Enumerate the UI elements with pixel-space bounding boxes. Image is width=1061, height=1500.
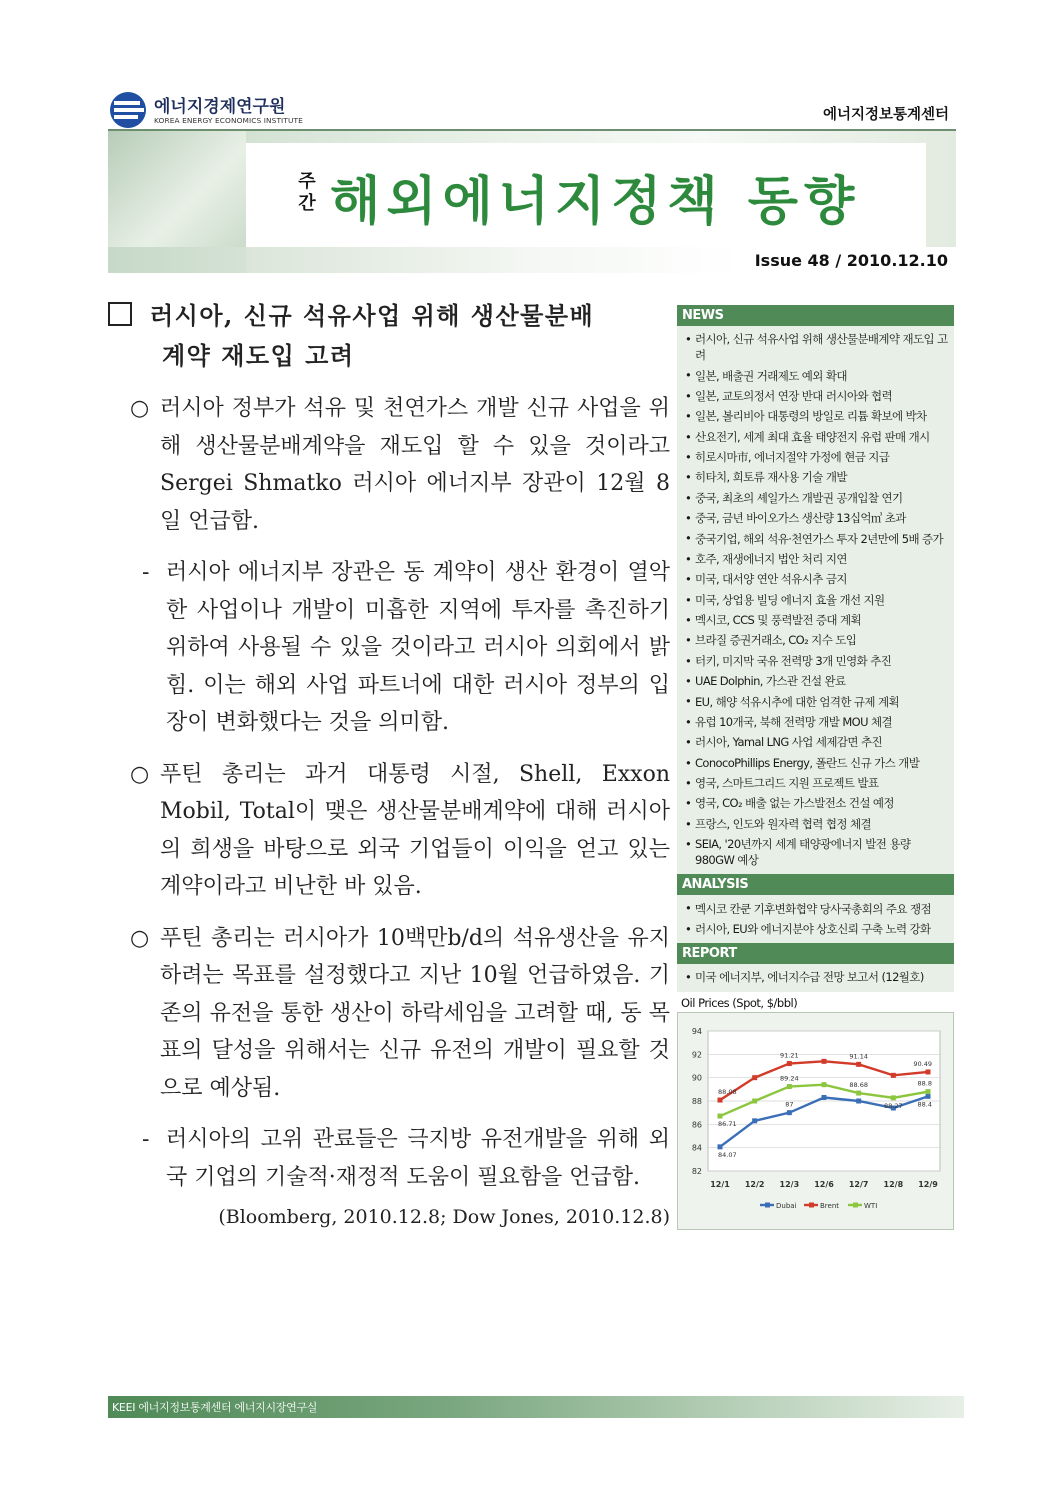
- article-paragraph: [108, 554, 670, 742]
- data-point-wti: [926, 1089, 931, 1094]
- x-tick-label: 12/1: [710, 1179, 730, 1189]
- y-tick-label: 82: [691, 1166, 702, 1176]
- data-label: 90.49: [913, 1059, 932, 1068]
- news-item: • 중국기업, 해외 석유·천연가스 투자 2년만에 5배 증가: [685, 528, 950, 548]
- news-item: • SEIA, '20년까지 세계 태양광에너지 발전 용량 980GW 예상: [685, 834, 950, 870]
- data-label: 88.4: [917, 1099, 932, 1108]
- news-item: • 영국, CO₂ 배출 없는 가스발전소 건설 예정: [685, 793, 950, 813]
- news-item: • 산요전기, 세계 최대 효율 태양전지 유럽 판매 개시: [685, 427, 950, 447]
- data-point-wti: [856, 1090, 861, 1095]
- legend-label-dubai: Dubai: [776, 1201, 797, 1210]
- news-item: • 히로시마市, 에너지절약 가정에 현금 지급: [685, 447, 950, 467]
- paragraph-text: 러시아 에너지부 장관은 동 계약이 생산 환경이 열악한 사업이나 개발이 미흡한 지역에 투자를 촉진하기 위하여 사용될 수 있을 것이라고 러시아 의회에서 밝힘. 이는 해외 사업 파트너에 대한 러시아 정부의 입장이 변화했다는 것을 의미함.: [166, 560, 670, 735]
- data-point-wti: [718, 1113, 723, 1118]
- news-item: • 일본, 배출권 거래제도 예외 확대: [685, 365, 950, 385]
- y-tick-label: 94: [691, 1026, 702, 1036]
- report-section-header: REPORT: [677, 943, 954, 964]
- data-label: 87: [785, 1100, 794, 1109]
- legend-marker-wti: [853, 1202, 858, 1207]
- analysis-list: [677, 895, 954, 943]
- article-paragraph: [108, 1121, 670, 1196]
- headline-line-1: 러시아, 신규 석유사업 위해 생산물분배: [150, 301, 595, 330]
- report-list: [677, 964, 954, 991]
- article-headline: [108, 296, 670, 336]
- article-paragraph: [108, 390, 670, 540]
- news-item: • 터키, 미지막 국유 전력망 3개 민영화 추진: [685, 651, 950, 671]
- data-point-brent: [926, 1069, 931, 1074]
- x-tick-label: 12/3: [779, 1179, 800, 1189]
- analysis-section-header: ANALYSIS: [677, 874, 954, 895]
- news-item: • 일본, 볼리비아 대통령의 방일로 리튬 확보에 박차: [685, 406, 950, 426]
- data-point-wti: [752, 1098, 757, 1103]
- legend-label-brent: Brent: [820, 1201, 840, 1210]
- news-item: • 히타치, 희토류 재사용 기술 개발: [685, 467, 950, 487]
- checkbox-square-icon: [108, 302, 132, 326]
- data-point-dubai: [787, 1110, 792, 1115]
- data-point-brent: [891, 1072, 896, 1077]
- news-item: • 브라질 증권거래소, CO₂ 지수 도입: [685, 630, 950, 650]
- news-item: • 유럽 10개국, 북해 전력망 개발 MOU 체결: [685, 712, 950, 732]
- legend-marker-brent: [809, 1202, 814, 1207]
- news-list: [677, 326, 954, 874]
- news-item: • 영국, 스마트그리드 지원 프로젝트 발표: [685, 773, 950, 793]
- x-tick-label: 12/8: [883, 1179, 904, 1189]
- news-item: • 멕시코, CCS 및 풍력발전 증대 계획: [685, 610, 950, 630]
- legend-label-wti: WTI: [864, 1201, 878, 1210]
- banner-decoration: [108, 131, 246, 247]
- report-item: • 미국 에너지부, 에너지수급 전망 보고서 (12월호): [685, 967, 950, 987]
- data-label: 88.8: [917, 1079, 932, 1088]
- analysis-item: • 멕시코 칸쿤 기후변화협약 당사국총회의 주요 쟁점: [685, 898, 950, 918]
- title-banner: [108, 131, 956, 273]
- footer-text: KEEI 에너지정보통계센터 에너지시장연구실: [112, 1401, 318, 1414]
- circle-bullet-icon: ○: [130, 396, 150, 421]
- y-tick-label: 88: [691, 1096, 702, 1106]
- issue-number: Issue 48 / 2010.12.10: [754, 251, 948, 270]
- data-point-brent: [718, 1097, 723, 1102]
- weekly-label: 주간: [298, 171, 316, 214]
- institute-name-english: KOREA ENERGY ECONOMICS INSTITUTE: [154, 116, 303, 125]
- institute-logo-icon: [110, 92, 146, 128]
- data-point-brent: [856, 1061, 861, 1066]
- news-item: • 호주, 재생에너지 법안 처리 지연: [685, 549, 950, 569]
- data-point-dubai: [718, 1144, 723, 1149]
- sidebar: [677, 305, 954, 1230]
- data-point-dubai: [926, 1093, 931, 1098]
- data-point-wti: [822, 1082, 827, 1087]
- data-point-brent: [822, 1058, 827, 1063]
- paragraph-text: 러시아 정부가 석유 및 천연가스 개발 신규 사업을 위해 생산물분배계약을 재도입 할 수 있을 것이라고 Sergei Shmatko 러시아 에너지부 장관이 12월 8일 언급함.: [160, 396, 670, 534]
- oil-price-chart-svg: [678, 1013, 953, 1229]
- dash-bullet: -: [142, 1127, 150, 1152]
- paragraph-text: 푸틴 총리는 과거 대통령 시절, Shell, Exxon Mobil, Total이 맺은 생산물분배계약에 대해 러시아의 희생을 바탕으로 외국 기업들이 이익을 얻고 있는 계약이라고 비난한 바 있음.: [160, 761, 670, 899]
- oil-price-chart: [677, 1012, 954, 1230]
- article-paragraph: [108, 920, 670, 1108]
- news-item: • 미국, 대서양 연안 석유시추 금지: [685, 569, 950, 589]
- x-tick-label: 12/6: [814, 1179, 834, 1189]
- circle-bullet-icon: ○: [130, 925, 150, 951]
- y-tick-label: 84: [691, 1143, 702, 1153]
- news-item: • ConocoPhillips Energy, 폴란드 신규 가스 개발: [685, 753, 950, 773]
- news-item: • EU, 해양 석유시추에 대한 엄격한 규제 계획: [685, 691, 950, 711]
- x-tick-label: 12/9: [918, 1179, 938, 1189]
- dash-bullet: -: [142, 560, 150, 585]
- news-section-header: NEWS: [677, 305, 954, 326]
- news-item: • 중국, 최초의 셰일가스 개발권 공개입찰 연기: [685, 488, 950, 508]
- data-point-wti: [891, 1095, 896, 1100]
- circle-bullet-icon: ○: [130, 761, 150, 787]
- headline-line-2: 계약 재도입 고려: [162, 341, 355, 370]
- data-point-wti: [787, 1084, 792, 1089]
- news-item: • 러시아, Yamal LNG 사업 세제감면 추진: [685, 732, 950, 752]
- data-label: 88.27: [884, 1101, 903, 1110]
- data-label: 89.24: [780, 1074, 799, 1083]
- data-label: 88.68: [849, 1080, 868, 1089]
- y-tick-label: 86: [691, 1119, 702, 1129]
- news-item: • 미국, 상업용 빌딩 에너지 효율 개선 지원: [685, 590, 950, 610]
- data-label: 86.71: [718, 1119, 737, 1128]
- news-item: • 중국, 금년 바이오가스 생산량 13십억㎥ 초과: [685, 508, 950, 528]
- article-paragraph: [108, 756, 670, 906]
- data-point-brent: [752, 1075, 757, 1080]
- news-item: • 러시아, 신규 석유사업 위해 생산물분배계약 재도입 고려: [685, 329, 950, 365]
- paragraph-text: 러시아의 고위 관료들은 극지방 유전개발을 위해 외국 기업의 기술적·재정적 도움이 필요함을 언급함.: [166, 1127, 670, 1190]
- institute-name: 에너지경제연구원: [154, 97, 286, 117]
- data-label: 91.14: [849, 1051, 868, 1060]
- news-item: • UAE Dolphin, 가스관 건설 완료: [685, 671, 950, 691]
- center-name: 에너지정보통계센터: [822, 107, 949, 123]
- publication-title: 해외에너지정책 동향: [330, 172, 861, 232]
- data-point-dubai: [822, 1095, 827, 1100]
- analysis-item: • 러시아, EU와 에너지분야 상호신뢰 구축 노력 강화: [685, 919, 950, 939]
- x-tick-label: 12/2: [744, 1179, 765, 1189]
- footer-bar: [108, 1396, 964, 1418]
- paragraph-text: 푸틴 총리는 러시아가 10백만b/d의 석유생산을 유지하려는 목표를 설정했다고 지난 10월 언급하였음. 기존의 유전을 통한 생산이 하락세임을 고려할 때, 동 목표의 달성을 위해서는 신규 유전의 개발이 필요할 것으로 예상됨.: [160, 925, 670, 1101]
- data-point-dubai: [752, 1118, 757, 1123]
- data-label: 88.08: [718, 1087, 737, 1096]
- data-point-brent: [787, 1061, 792, 1066]
- article-source: (Bloomberg, 2010.12.8; Dow Jones, 2010.12.8): [218, 1206, 670, 1228]
- data-point-dubai: [856, 1098, 861, 1103]
- x-tick-label: 12/7: [848, 1179, 869, 1189]
- legend-marker-dubai: [765, 1202, 770, 1207]
- main-article: [108, 296, 670, 1228]
- news-item: • 프랑스, 인도와 원자력 협력 협정 체결: [685, 814, 950, 834]
- news-item: • 일본, 교토의정서 연장 반대 러시아와 협력: [685, 386, 950, 406]
- chart-title: Oil Prices (Spot, $/bbl): [681, 995, 798, 1010]
- y-tick-label: 92: [691, 1049, 702, 1059]
- y-tick-label: 90: [691, 1073, 702, 1083]
- institute-logo: [110, 90, 320, 130]
- data-label: 84.07: [718, 1150, 737, 1159]
- data-label: 91.21: [780, 1051, 799, 1060]
